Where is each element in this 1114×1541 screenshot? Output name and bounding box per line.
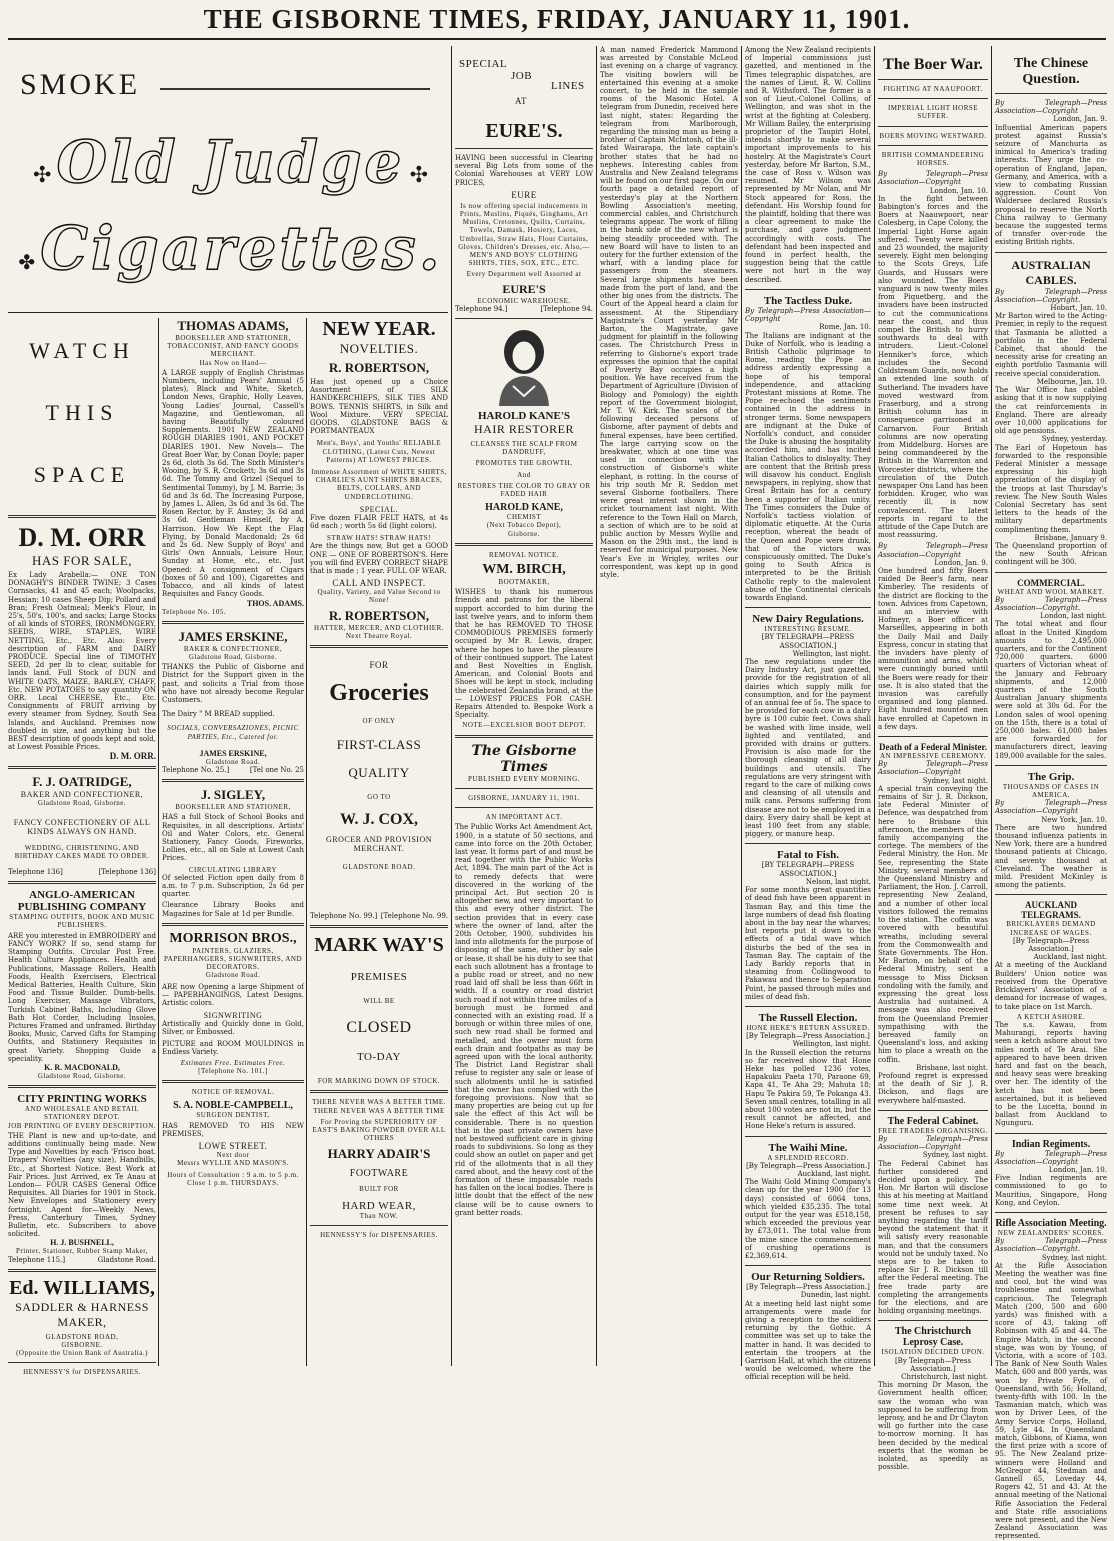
dairy-title: New Dairy Regulations. <box>752 613 864 626</box>
kane-sign: HAROLD KANE, <box>485 502 563 514</box>
indian-by: By Telegraph—Press Association—Copyright <box>995 1149 1107 1166</box>
robertson-spec: SPECIAL. <box>359 504 399 514</box>
birch-body: WISHES to thank his numerous friends and patrons for the liberal support accorded to him during the last twelve years, and to inform them that he has REMOVED TO THOSE COMMODIOUS PREMISES formerly occupied by Mr R. Lewis, draper, where he hopes to have the pleasure of their continued support. The Latest and Best Novelties in English, American, and Colonial Boots and Shoes will be kept in stock, including the celebrated Zealandia brand, at the— LOWEST PRICES FOR CASH. Repairs Attended to. Bespoke Work a Specialty. <box>455 588 593 720</box>
williams-foot: HENNESSY'S for DISPENSARIES. <box>23 1368 141 1377</box>
column-8 <box>995 46 1107 1541</box>
campbell-hours: Hours of Consultation : 9 a.m. to 5 p.m. <box>167 1170 299 1179</box>
eures-header: SPECIAL JOB LINES AT <box>459 58 585 106</box>
boer-title: The Boer War. <box>883 56 983 73</box>
eures-eure: EURE <box>511 189 537 200</box>
morrison-body: ARE now Opening a large Shipment of— PAPERHANGINGS, Latest Designs. Artistic colors. <box>162 982 304 1007</box>
adams-sign: THOS. ADAMS. <box>246 598 304 608</box>
col-rule-1 <box>158 318 159 1366</box>
sigley-clear: Clearance Library Books and Magazines for Sale at 1d per Bundle. <box>162 901 304 918</box>
morrison-sw: SIGNWRITING <box>203 1011 263 1021</box>
markway-closed: CLOSED <box>346 1019 412 1037</box>
russell-title: The Russell Election. <box>758 1011 858 1024</box>
anglo-body: ARE you interested in EMBROIDERY and FANCY WORK? If so, send stamp for Stamping Outfits. Circular Post Free. Health Culture Appliances. Health and Publications, Massage Rollers, Health Foods, Health Exercisers, Electrical Medical Batteries, Health Culture, Skin Food and Tissue Builder. Dumb-bells. Long Exerciser, Massage Vibrators, Turkish Cabinet Baths, Including Glove Bath Hot Corder, Including Insoles, Pictures Framed and unframed. Birthday Books, Music, Carved Gifts for Stamping Outfits, and Stationery Requisites in great Variety. Shopping Guide a speciality. <box>8 931 156 1063</box>
cables-body2: The War Office has cabled asking that it is now supplying the cat reinforcements in England. There are already over 10,000 applications for old age pensions. <box>995 386 1107 436</box>
paper-pub: PUBLISHED EVERY MORNING. <box>468 774 580 783</box>
leprosy-body: This morning Dr Mason, the Government health officer, saw the woman who was supposed to be suffering from leprosy, and he and Dr Clayton will go further into the case to-morrow morning. It has been decided by the medical experts that the woman be isolated, as speedily as possible. <box>878 1381 988 1472</box>
masthead: THE GISBORNE TIMES, FRIDAY, JANUARY 11, 1901. <box>203 4 911 34</box>
soldiers-by: [By Telegraph—Press Association.] <box>746 1283 870 1292</box>
cables-body4: The Queensland proportion of the new South African contingent will be 300. <box>995 541 1107 567</box>
boer-body: In the fight between Babington's forces and the Boers at Naauwpoort, near Colesberg, in Cape Colony, the Imperial Light Horse again suffered. Twenty were killed and 23 wounded, the majority severely. Eight men belonging to the Scots Greys, Life Guards, and Hussars were also wounded. The Boers vanguard is now twenty miles from Piquetberg, and the invaders have been instructed to cut the communications near the coast, and thus compel the British to hurry southwards to deal with intruders. Lieut.-Colonel Henniker's force, which includes the Second Coldstream Guards, now holds an extended line south of Sutherland. The invaders have moved westward from Fraserburg, and a strong British column has in consequence garrisoned at Carnarvon. Four British columns are now operating from Middelburg. Horses are being commandeered by the British in the Warrenton and Worcester districts, where the circulation of the Dutch newspaper Ons Land has been forbidden. Kruger, who was recently ill, is now convalescent. The latest reports in regard to the attitude of the Cape Dutch are most reassuring. <box>878 194 988 540</box>
chinese-title: The Chinese Question. <box>1013 56 1089 87</box>
cables-body3: The Earl of Hopetoun has forwarded to the responsible Federal Minister a message expressing his high appreciation of the display of the troops at last Thursday's review. The New South Wales Colonial Secretary has sent letters to the heads of the military departments complimenting them. <box>995 443 1107 534</box>
cabinet-body: The Federal Cabinet has further considered and decided upon a policy. The Hon. Mr Barton will disclose this at his meeting at Maitland some time next week. At present he refuses to say anything regarding the tariff beyond the statement that it will satisfy every reasonable man, and that the consumers would not be unduly taxed. No steps are to be taken to replace Sir J. R. Dickson till after the Federal meeting. The free trade party are completing the arrangements for the elections, and are holding organising meetings. <box>878 1159 988 1316</box>
boer-dl2: London, Jan. 9. <box>934 558 988 567</box>
cox-title: Groceries <box>329 680 429 707</box>
campbell-notice: NOTICE OF REMOVAL. <box>191 1088 275 1097</box>
campbell-next2: Messrs WYLLIE AND MASON'S. <box>177 1159 289 1168</box>
anglo-sign: K. R. MACDONALD, <box>44 1062 120 1072</box>
auckland-body2: The s.s. Kawau, from Mahurangi, reports having seen a ketch ashore about two miles north of Te Arai. She appeared to have been driven hard and fast on the beach, and heavy seas were breaking over her. The identity of the ketch has not been ascertained, but it is believed to be the Lucetta, bound in ballast from Auckland to Ngunguru. <box>995 1020 1107 1128</box>
rifle-by: By Telegraph—Press Association—Copyright. <box>995 1237 1107 1254</box>
sigley-body: HAS a full Stock of School Books and Requisites, in all descriptions. Artists' Oil and Water Colors, etc. General Stationery, Fancy Goods, Fireworks, Lollies, etc., all on Sale at Lowest Cash Prices. <box>162 813 304 863</box>
paper-date: GISBORNE, JANUARY 11, 1901. <box>468 793 580 802</box>
paper-art: AN IMPORTANT ACT. <box>485 813 563 822</box>
morrison-est: Estimates Free. Estimates Free. <box>180 1059 286 1068</box>
tactless-title: The Tactless Duke. <box>763 294 853 307</box>
chinese-dl: London, Jan. 9. <box>1053 115 1107 124</box>
adair-built: BUILT FOR <box>359 1185 399 1194</box>
death-title: Death of a Federal Minister. <box>879 742 987 753</box>
adams-now: Has Now on Hand— <box>199 358 267 367</box>
adair-name: HARRY ADAIR'S <box>327 1146 431 1162</box>
boer-body2: One hundred and fifty Boers raided De Beer's farm, near Kimberley. The residents of the district are flocking to the town. Advices from Capetown, and an interview with Hofmeyr, a Boer officer at Marseilles, appearing in both the Daily Mail and Daily Express, concur in stating that the invaders have plenty of ammunition and arms, which were cunningly buried until the Boers were ready for their use. It is also stated that the invasion was carefully organised and long planned. Eight hundred mounted men have enrolled at Capetown in a few days. <box>878 566 988 731</box>
soldiers-dl: Dunedin, last night. <box>800 1291 871 1300</box>
watch-this-space <box>8 318 156 510</box>
leprosy-sub: ISOLATION DECIDED UPON. <box>881 1348 985 1357</box>
erskine-socials: SOCIALS, CONVERSAZIONES, PICNIC PARTIES, Etc., Catered for. <box>167 724 299 741</box>
oatridge-name: F. J. OATRIDGE, <box>32 774 132 790</box>
auckland-by: [By Telegraph—Press Association.] <box>1012 936 1090 954</box>
waihi-dl: Auckland, last night. <box>797 1169 871 1178</box>
fatal-body: For some months great quantities of dead fish have been apparent in Tasman Bay, and this time the large numbers of dead fish floating about in the bay near the wharves; but reports put it down to the effects of a tidal wave which disturbs the bed of the sea in Tasman Bay. The captain of the Lady Barkly reports that in steaming from Collingwood to Pakawau and thence to Separation Point, he passed through miles and miles of dead fish. <box>745 886 871 1001</box>
death-body2: Profound regret is expressed at the death of Sir J. R. Dickson, and flags are everywhere half-masted. <box>878 1071 988 1105</box>
campbell-street: LOWE STREET. <box>198 1141 268 1152</box>
russell-by: [By Telegraph—Press Association.] <box>746 1032 870 1041</box>
adair-prove: For Proving the SUPERIORITY OF EAST'S BAKING POWDER OVER ALL OTHERS <box>312 1117 446 1143</box>
sigley-name: J. SIGLEY, <box>200 787 266 803</box>
rifle-sub: NEW ZEALANDERS' SCORES. <box>997 1228 1105 1237</box>
robertson-five: Five dozen FLAIR FELT HATS, at 4s 6d each ; worth 5s 6d (light colors). <box>310 513 448 531</box>
morrison-sw2: Artistically and Quickly done in Gold, Silver, or Embossed. <box>162 1020 304 1037</box>
morrison-pic: PICTURE and ROOM MOULDINGS in Endless Variety. <box>162 1039 304 1056</box>
erskine-name: JAMES ERSKINE, <box>178 628 288 644</box>
auckland-sub: BRICKLAYERS DEMAND INCREASE OF WAGES. <box>1006 920 1096 937</box>
column-6 <box>745 46 872 1382</box>
rifle-title: Rifle Association Meeting. <box>995 1217 1107 1229</box>
oatridge-tel: Telephone 136] [Telephone 136] <box>8 868 156 877</box>
kane-birch-paper <box>455 322 593 1366</box>
cox-addr: GLADSTONE ROAD. <box>342 863 416 872</box>
morrison-addr: Gladstone Road. <box>205 971 261 980</box>
soldiers-title: Our Returning Soldiers. <box>751 1271 865 1284</box>
markway-today: TO-DAY <box>357 1051 401 1064</box>
oatridge-addr: Gladstone Road, Gisborne. <box>37 799 127 808</box>
cabinet-title: The Federal Cabinet. <box>887 1115 979 1127</box>
city-sign: H. J. BUSHNELL, <box>50 1238 114 1248</box>
adams-body: A LARGE supply of English Christmas Numbers, including Pears' Annual (5 plates), Black and White, Sketch, London News, Graphic, Holly Leaves, Young Ladies' Journal, Cassell's Magazine, and Gentlewoman, all having Beautifully coloured Supplements. 1901 NEW ZEALAND ROUGH DIARIES 1901, AND POCKET DIARIES 1901. New Novels— The Great Boer War, by Conan Doyle; paper 2s 6d, cloth 3s 6d. The Sixth Minister's Wooing, by S. R. Crockett; 3s 6d and 3s 6d. The Tommy and Grizel (Sequel to Sentimental Tommy), by J. M. Barrie; 3s 6d and 3s 6d. The Increasing Purpose, by James L. Allen, 3s 6d and 3s 6d. The Rosen Rector, by F. Anstey; 3s 6d and 3s 6d. Gentleman Himself, by A. Harrison. How We Kept the Flag Flying, by Donald Macdonald; 2s 6d and 2s 6d. New Supply of Boys' and Girls' Own Annuals, Leisure Hour, Sunday at Home, etc., etc. Just Opened: A consignment of Cigars (boxes of 50 and 100), Cigarettes and Tobacco, and all kinds of latest Requisites and Fancy Goods. <box>162 368 304 599</box>
kane-l3: RESTORES THE COLOR TO GRAY OR FADED HAIR <box>457 481 591 499</box>
col-rule-7 <box>991 46 992 1366</box>
auckland-body: At a meeting of the Auckland Builders' Union notice was received from the Operative Bricklayers' Association of a demand for increase of wages, to take place on 1st March. <box>995 961 1107 1011</box>
death-sub: AN IMPRESSIVE CEREMONY. <box>879 752 987 761</box>
eures-name: EURE'S. <box>485 120 563 142</box>
williams-opp: (Opposite the Union Bank of Australia.) <box>16 1349 148 1358</box>
sigley-sub: BOOKSELLER AND STATIONER, <box>175 803 291 812</box>
dairy-sub: INTERESTING RESUME. <box>764 625 852 634</box>
tactless-dl: Rome, Jan. 10. <box>819 323 871 332</box>
cables-dl2: Melbourne, Jan. 10. <box>1036 377 1107 386</box>
commercial-sub: WHEAT AND WOOL MARKET. <box>997 587 1105 596</box>
grip-by: By Telegraph—Press Association—Copyright <box>995 799 1107 816</box>
smoke-rule <box>160 88 430 90</box>
eures-ware: ECONOMIC WAREHOUSE. <box>477 296 571 305</box>
tactless-body: The Italians are indignant at the Duke of Norfolk, who is leading a British Catholic pilgrimage to Rome, reading the Pope an address ardently expressing a hope of his temporal independence, and attacking Protestant missions at Rome. The Pope re-echoed the sentiments contained in the address in stronger terms. Some newspapers are indignant at the Duke of Norfolk's conduct, and consider the Duke is abusing the hospitality accorded him, and has incited Italian Catholics to disloyalty. They are content that the British press will disavow his conduct. English newspapers, in replying, show that Great Britain has for a century been a supporter of Italian unity. The Times considers the Duke of Norfolk's tactless violation of diplomatic etiquette. At the Curia reception, whereat the heads of the Queen and Pope were drunk, that of the victors was conspicuously omitted. The Duke's going to South Africa is interpreted to be the British Catholic reply to the malevolent abuse of the Continental clericals towards England. <box>745 331 871 602</box>
commercial-dl: London, last night. <box>1040 612 1107 621</box>
auckland-title: AUCKLAND TELEGRAMS. <box>1021 900 1081 921</box>
boer-by: By Telegraph—Press Association—Copyright <box>878 170 988 187</box>
robertson-sign2: HATTER, MERCER, AND CLOTHIER. Next Theatre Royal. <box>314 623 444 640</box>
williams-sub: SADDLER & HARNESS MAKER, <box>15 1299 149 1329</box>
col-rule-4 <box>596 46 597 1366</box>
campbell-body: HAS REMOVED TO HIS NEW PREMISES, <box>162 1121 304 1139</box>
robertson-call: CALL AND INSPECT. <box>332 578 426 589</box>
eures-dept: Every Department well Assorted at <box>466 270 582 279</box>
cabinet-by: By Telegraph—Press Association—Copyright <box>878 1134 988 1152</box>
erskine-tel: Telephone No. 25.] [Tel one No. 25 <box>162 765 304 774</box>
campbell-name: S. A. NOBLE-CAMPBELL, <box>173 1099 293 1111</box>
tactless-by: By Telegraph—Press Association—Copyright <box>745 306 871 324</box>
cabinet-dl: Sydney, last night. <box>922 1151 988 1160</box>
cables-by: By Telegraph—Press Association—Copyright. <box>995 287 1107 304</box>
kane-and: And <box>517 470 531 479</box>
city-sign2: Printer, Stationer, Rubber Stamp Maker, <box>16 1247 148 1256</box>
rifle-dl: Sydney, last night. <box>1041 1253 1107 1262</box>
robertson-sign: R. ROBERTSON, <box>328 607 430 623</box>
adair-than: Than NOW. <box>359 1211 399 1220</box>
orr-sub: HAS FOR SALE, <box>31 553 133 568</box>
cox-sub: GROCER AND PROVISION MERCHANT. <box>325 835 432 854</box>
column-1 <box>8 318 157 1377</box>
boer-sub2: IMPERIAL LIGHT HORSE SUFFER. <box>887 104 979 121</box>
boer-sub4: BRITISH COMMANDEERING HORSES. <box>881 150 985 168</box>
kane-next: (Next Tobacco Depot), <box>486 521 562 530</box>
campbell-close: Close 1 p.m. THURSDAYS. <box>187 1178 279 1187</box>
watch-word: WATCH <box>29 338 135 363</box>
robertson-straw: STRAW HATS! STRAW HATS! <box>326 534 432 543</box>
column-2 <box>162 318 304 1366</box>
chinese-body: Influential American papers protest against Russia's seizure of Manchuria as inimical to America's trading interests. They urge the co-operation of England, Japan, Germany, and America, with a view to combating Russian aggression. Count Von Waldersee declared Russia's proposal to reserve the North China railway to Germany because the suggested terms of transfer over-rode the existing British rights. <box>995 123 1107 247</box>
birch-sub: BOOTMAKER, <box>498 578 550 587</box>
orr-body: Ex Lady Arabella:— ONE TON DONAGHY'S BINDER TWINE; 3 Cases Cornsacks, 41 and 45 each; Woolpacks, Hessian; 10 cases Sheep Dip; Pollard and Bran; Fresh Oatmeal; Meek's Flour, in 25's, 50's, 100's, and sacks; Large Stocks of all kinds of STORES, IRONMONGERY, SEEDS, WIRE, STAPLES, WIRE NETTING, Etc., Etc. Also: Every description of FARM and DAIRY PRODUCE. Special line of TIMOTHY SEED, 2d per lb to clear, suitable for lands land. Full Stock of DUN and WHITE OATS, MAIZE, BARLEY, CHAFF, Etc. NEW POTATOES to say quantity ON ORR. Local CHEESE, Etc., Etc. Consignments of FRUIT arriving by every steamer from Sydney, South Sea Islands, and Auckland. Premises now doubled in size, and anything but the BEST description of goods kept and sold, at Lowest Possible Prices. <box>8 571 156 752</box>
oatridge-sub: BAKER AND CONFECTIONER, <box>20 790 144 800</box>
cox-go: GO TO <box>367 793 391 802</box>
fatal-by: [BY TELEGRAPH—PRESS ASSOCIATION.] <box>761 861 855 878</box>
robertson-men: Men's, Boys', and Youths' RELIABLE CLOTHING, (Latest Cuts, Newest Patterns) AT LOWEST PRICES. <box>316 439 442 464</box>
cables-body: Mr Barton wired to the Acting-Premier, in reply to the request that Tasmania be allotted a portfolio in the Federal Cabinet, that should the necessity arise for creating an eighth portfolio Tasmania will receive special consideration. <box>995 312 1107 378</box>
auckland-dl: Auckland, last night. <box>1033 953 1107 962</box>
russell-sub: HONE HEKE'S RETURN ASSURED. <box>746 1023 870 1032</box>
chinese-by: By Telegraph—Press Association—Copyright <box>995 99 1107 116</box>
dairy-by: [BY TELEGRAPH—PRESS ASSOCIATION.] <box>761 633 855 650</box>
kane-l1: CLEANSES THE SCALP FROM DANDRUFF, <box>470 440 578 457</box>
orr-sign: D. M. ORR. <box>109 751 156 762</box>
rifle-body: At the Rifle Association Meeting the weather was fine and cool, but the wind was troublesome and somewhat capricious. The Telegraph Match (200, 500 and 600 yards) was finished with a score of 43, taking off Robinson with 45 and 44. The Empire Match, in the second stage, was won by Young, of Victoria, with a score of 103. The Bank of New South Wales Match, 600 and 800 yards, was won by Private Fyfe, of Queensland, with 56; Holland, twenty-fifth with 100. In the Tasmanian match, which was won by Driver Lees, of the Army Service Corps, Holland, 59, Lyle 44. In Queensland match, Gibbons, of Kiama, won the first prize with a score of 95. The New Zealand prize-winners were Holland and McGregor 44, Stedman and Gannell 65, Loveday 44, Rogers 42, 51 and 43. At the annual meeting of the National Rifle Association the Federal and State rifle associations were not present, and the New Zealand Association was represented. <box>995 1261 1107 1541</box>
commercial-by: By Telegraph—Press Association—Copyright. <box>995 595 1107 612</box>
column-7 <box>878 46 988 1472</box>
col-rule-3 <box>451 46 452 1366</box>
fatal-dl: Nelson, last night. <box>805 877 871 886</box>
commercial-body: The total wheat and flour afloat in the United Kingdom amounts to 2,495,000 quarters, and for the Continent 720,000 quarters. 6000 quarters of Victorian wheat of the January and February shipments, and 12,000 quarters of the South Australian January shipments were sold at 30s 6d. For the London sales of wool opening on the 15th, there is a total of 250,000 bales. 61,000 bales are forwarded for manufacturers direct, leaving 189,000 available for the sales. <box>995 620 1107 760</box>
kane-town: Gisborne. <box>508 529 540 538</box>
sigley-lib: CIRCULATING LIBRARY <box>188 865 278 874</box>
erskine-sub: BAKER & CONFECTIONER, <box>183 644 283 653</box>
column-3 <box>310 318 448 1366</box>
dairy-dl: Wellington, last night. <box>792 649 871 658</box>
masthead-rule <box>8 38 1106 40</box>
anglo-name: ANGLO-AMERICAN PUBLISHING COMPANY <box>17 889 147 914</box>
death-dl: Sydney, last night. <box>922 776 988 785</box>
space-word: SPACE <box>33 462 131 487</box>
cox-tel: Telephone No. 99.] [Telephone No. 99. <box>310 911 448 920</box>
death-by: By Telegraph—Press Association—Copyright <box>878 760 988 777</box>
cables-title: AUSTRALIAN CABLES. <box>1011 257 1091 287</box>
kane-l2: PROMOTES THE GROWTH, <box>475 459 573 468</box>
markway-for: FOR MARKING DOWN OF STOCK. <box>317 1077 441 1086</box>
city-job: JOB PRINTING OF EVERY DESCRIPTION. <box>8 1121 157 1130</box>
williams-town: GISBORNE. <box>61 1341 103 1349</box>
col-rule-5 <box>741 46 742 1366</box>
waihi-sub: A SPLENDID RECORD. <box>767 1153 849 1162</box>
robertson-imm: Immense Assortment of WHITE SHIRTS, CHARLIE'S AUNT SHIRTS BRACES, BELTS, COLLARS, AND UNDERCLOTHING. <box>311 468 447 501</box>
grip-body: There are two hundred thousand influenza patients in New York, there are a hundred thousand patients at Chicago, and seventy thousand at Cleveland. The weather is mild. President McKinley is among the patients. <box>995 823 1107 890</box>
cables-dl: Hobart, Jan. 10. <box>1050 304 1107 313</box>
old-judge-brand: ✣ Old Judge ✣ <box>33 128 428 196</box>
cables-dl4: Brisbane, January 9. <box>1034 533 1107 542</box>
morrison-sub: PAINTERS, GLAZIERS, PAPERHANGERS, SIGNWRITERS, AND DECORATORS. <box>163 946 303 972</box>
indian-dl: London, Jan. 10. <box>1048 1165 1107 1174</box>
kane-title: HAIR RESTORER <box>474 422 574 436</box>
markway-name: MARK WAY'S <box>314 933 444 956</box>
cox-for: FOR <box>369 660 389 671</box>
erskine-addr: Gladstone Road, Gisborne. <box>188 652 278 661</box>
birch-notice: REMOVAL NOTICE. <box>488 550 560 559</box>
campbell-next: Next door <box>216 1151 250 1160</box>
col-rule-2 <box>306 318 307 1366</box>
auckland-hawk: A KETCH ASHORE. <box>1016 1012 1086 1021</box>
williams-addr: GLADSTONE ROAD, <box>45 1332 119 1341</box>
erskine-body: THANKS the Public of Gisborne and District for the Support given in the past, and solicits a Trial from those who have not already become Regular Customers. <box>162 663 304 704</box>
anglo-sub: STAMPING OUTFITS, BOOK AND MUSIC PUBLISHERS. <box>9 913 155 930</box>
adams-sub: BOOKSELLER AND STATIONER, TOBACCONIST, AND FANCY GOODS MERCHANT. <box>167 334 299 359</box>
cox-quality: QUALITY <box>348 765 410 781</box>
markway-will: WILL BE <box>363 996 395 1005</box>
waihi-by: [By Telegraph—Press Association.] <box>746 1161 870 1170</box>
adair-hard: HARD WEAR, <box>342 1199 416 1212</box>
soldiers-body: At a meeting held last night some arrangements were made for giving a reception to the soldiers returning by the Gothic. A committee was set up to take the matter in hand. It was decided to entertain the troopers at the Garrison Hall, at which the citizens would be welcomed, where the official reception will be held. <box>745 1299 871 1382</box>
city-tel: Telephone 115.] Gladstone Road. <box>8 1255 156 1264</box>
old-judge-ad <box>8 46 448 306</box>
city-sub: AND WHOLESALE AND RETAIL STATIONERY DEPOT. <box>24 1105 140 1122</box>
williams-name: Ed. WILLIAMS, <box>9 1276 155 1299</box>
birch-name: WM. BIRCH, <box>482 562 566 578</box>
dairy-body: The new regulations under the Dairy Industry Act, just gazetted, provide for the registration of all dairies which supply milk for consumption, and for the payment of an annual fee of 5s. The space to be provided for each cow in a dairy byre is 100 cubic feet. Cows shall be washed with lime inside, well lighted and ventilated, and provided with drains or gutters. Provision is also made for the thorough cleansing of all dairy buildings and utensils. The regulations are very stringent with regard to the care of milking cows and cleansing of all utensils and milk cans. Persons suffering from disease are not to be employed in a dairy. Every dairy shall be kept at least 100 feet from any stable, piggery, or manure heap. <box>745 658 872 839</box>
city-name: CITY PRINTING WORKS <box>17 1093 147 1106</box>
kane-portrait <box>491 326 557 406</box>
robertson-straw2: Are the things now, But get a GOOD ONE — ONE OF ROBERTSON'S. Here you will find EVERY CORRECT SHAPE that is made ; 1 year. FULL OF WEAR. <box>310 542 448 576</box>
adair-foot2: HENNESSY'S for DISPENSARIES. <box>320 1230 438 1239</box>
waihi-title: The Waihi Mine. <box>768 1141 848 1154</box>
cigarettes-heading: ✤ Cigarettes. <box>18 214 443 284</box>
oatridge-line2: WEDDING, CHRISTENING, AND BIRTHDAY CAKES MADE TO ORDER. <box>14 843 150 860</box>
adair-foot: FOOTWARE <box>349 1168 409 1180</box>
eures-name2: EURE'S <box>502 281 546 296</box>
adams-tel: Telephone No. 105. <box>162 607 227 616</box>
boer-by2: By Telegraph—Press Association—Copyright <box>878 542 988 559</box>
ad-bottom-rule <box>8 312 448 313</box>
morrison-tel: [Telephone No. 101.] <box>198 1067 268 1076</box>
indian-body: Five Indian regiments are commissioned to go to Mauritius, Singapore, Hong Kong, and Ceylon. <box>995 1174 1107 1207</box>
boer-sub3: BOERS MOVING WESTWARD. <box>879 131 987 140</box>
oatridge-line1: FANCY CONFECTIONERY OF ALL KINDS ALWAYS ON HAND. <box>13 817 151 836</box>
news2-body: Among the New Zealand recipients of Imperial commissions just gazetted, and mentioned in the Times telegraphic dispatches, are the names of Lieut. R. W. Collins and R. Withsford. The former is a son of Lieut.-Colonel Collins, of Wellington, and was shot in the wrist at the fighting at Colesberg. Mr William Bailey, the enterprising proprietor of the Taupiri Hotel, intends shortly to make several important improvements to his hostelry. At the Magistrate's Court yesterday, before Mr Barton, S.M., the case of Ross v. Wilson was resumed. Mr Wilson was represented by Mr Nolan, and Mr Stock appeared for Ross, the defendant. His Worship found for the plaintiff, holding that there was a clear agreement to make the purchase, and gave judgment accordingly with costs. The defendant had been inspected and found in perfect health, the suggestion being that the cattle were not hurt in the way described. <box>745 46 871 284</box>
waihi-body: The Waihi Gold Mining Company's clean up for the year 1900 (for 13 days) consisted of 6064 tons, which yielded £35,235. The total output for the year was £518,158, which exceeded the previous year by £73,011. The total value from the mine since the commencement of crushing operations is £2,369,614. <box>745 1178 871 1261</box>
robertson-body: Has just opened up a Choice Assortment of SILK HANDKERCHIEFS, SILK TIES AND BOWS. TENNIS SHIRTS, in Silk and Wool Mixture. VERY SPECIAL GOODS. GLADSTONE BAGS & PORTMANTEAUX <box>310 378 448 436</box>
this-word: THIS <box>45 400 119 425</box>
leprosy-dl: Christchurch, last night. <box>901 1373 988 1382</box>
adams-name: THOMAS ADAMS, <box>177 318 289 333</box>
leprosy-title: The Christchurch Leprosy Case. <box>894 1326 972 1349</box>
robertson-name: R. ROBERTSON, <box>328 360 430 375</box>
erskine-sign: JAMES ERSKINE, <box>199 748 267 758</box>
markway-prem: PREMISES <box>350 970 408 983</box>
orr-name: D. M. ORR <box>18 523 146 552</box>
cables-dl3: Sydney, yesterday. <box>1041 435 1107 444</box>
death-body: A special train conveying the remains of Sir J. R. Dickson, late Federal Minister of Defence, was despatched from here to Brisbane this afternoon, the members of the family accompanying the cortege. The members of the Federal Ministry, the Hon. Mr See, representing the State Ministry, several members of the Queensland Ministry and Parliament, the Hon. J. Carroll, representing New Zealand, and a number of other local visitors followed the remains to the station. The coffin was covered with beautiful wreaths, including several from the Commonwealth and State Governments. The Hon. Mr Barton, on behalf of the Federal Ministry, sent a message to Miss Dickson condoling with the family, and expressing the great loss Australia had sustained. A message was also received from the Queensland Premier sympathising with the bereaved family on Queensland's loss, and asking him to place a wreath on the coffin. <box>878 784 988 1064</box>
city-body: THE Plant is new and up-to-date, and additions continually being made. New Type and Novelties by each 'Frisco boat. Drapers' Novelties (any size), Handbills, Etc., at Shortest Notice. Best Work at Fair Prices. Just Arrived, ex Te Anau at London— FOUR CASES General Office Requisites. All Diaries for 1901 in Stock. New Envelopes and Stationery every fortnight. Agent for—Weekly News, Press, Canterbury Times, Sydney Bulletin, etc. Subscribers to above solicited. <box>8 1131 156 1239</box>
fatal-title: Fatal to Fish. <box>776 849 840 862</box>
boer-dl: London, Jan. 10. <box>929 186 988 195</box>
erskine-addr2: Gladstone Road. <box>205 757 261 766</box>
eures-tel: Telephone 94.] [Telephone 94. <box>455 304 593 313</box>
campbell-sub: SURGEON DENTIST, <box>196 1110 270 1119</box>
leprosy-by: [By Telegraph—Press Association.] <box>894 1356 972 1373</box>
paper-name: The Gisborne Times <box>471 742 577 775</box>
anglo-addr: Gladstone Road, Gisborne. <box>37 1071 127 1080</box>
birch-sign: NOTE—EXCELSIOR BOOT DEPOT. <box>462 721 586 730</box>
smoke-heading: SMOKE <box>20 68 141 101</box>
cabinet-sub: FREE TRADERS ORGANISING. <box>878 1126 988 1135</box>
adair-never: THERE NEVER WAS A BETTER TIME. THERE NEVER WAS A BETTER TIME <box>312 1098 446 1115</box>
kane-chem: CHEMIST <box>506 513 542 522</box>
erskine-daily: The Dairy " M BREAD supplied. <box>162 710 275 719</box>
column-5 <box>600 46 738 1366</box>
grip-title: The Grip. <box>1027 770 1075 783</box>
robertson-quality: Quality, Variety, and Value Second to None! <box>317 588 441 605</box>
grip-dl: New York, Jan. 10. <box>1041 815 1107 824</box>
cox-first: FIRST-CLASS <box>336 737 422 753</box>
col-rule-6 <box>874 46 875 1366</box>
indian-title: Indian Regiments. <box>1011 1138 1091 1150</box>
eures-body2: Is now offering special inducements in Prints, Muslins, Piqués, Ginghams, Art Muslins, Cretonnes, Quilts, Curtains, Towels, Damask, Hosiery, Laces, Umbrellas, Straw Hats, Flour Curtains, Gloves, Children's Dresses, etc. Also,— MEN'S AND BOYS' CLOTHING SHIRTS, TIES, SOX, ETC., ETC. <box>458 201 590 268</box>
eures-body: HAVING been successful in Clearing several Big Lots from some of the Colonial Warehouses at VERY LOW PRICES, <box>455 154 593 187</box>
paper-body: The Public Works Act Amendment Act, 1900, is a statute of 50 sections, and came into force on the 20th October, last year. It forms part of and must be read together with the Public Works Act, 1894. The main part of the Act is to remedy defects that were discovered in the working of the principal Act. But section 20 is altogether new, and very important to this and every other district. The section provides that in every case where the owner of land, after the 20th October, 1900, subdivides his land into allotments for the purpose of disposing of the same, either by sale or lease, it shall be his duty to see that each such allotment has a frontage to a public road or street, and no new road laid off shall be less than 66ft in width. If a country or road district such road if not within three miles of a borough must be formed and connected with an existing road. If a borough or within three miles of one, such new road shall be formed and metalled, and the owner must form each drain and footpaths as may be agreed upon with the local authority. The District Land Registrar shall refuse to register any sale or lease of such allotments until he is satisfied that the owner has complied with the foregoing provisions. Now that so many properties are being cut up for sale the effect of this Act will be considerable. There is no question that in the past private owners have not bestowed sufficient care in giving roads to subdivisions. So long as they could show an outlet on paper and get rid of the allotments that is all they cared about, and the heavy cost of the formation of these impassable roads has fallen on the local bodies. There is little doubt that the effect of the new clause will be to cause owners to grant better roads. <box>455 823 593 1217</box>
grip-sub: THOUSANDS OF CASES IN AMERICA. <box>1002 782 1100 800</box>
russell-body: In the Russell election the returns so far received show that Hone Heke has polled 1236 votes, Hapakuku Paeta 170, Paraone 69, Kapa 41, Te Aha 29; Mahuta 18; Hapu Te Pakira 59, Te Pokanga 43. Seven small centres, totalling in all about 100 votes are not in, but the result cannot be affected, and Hone Heke's return is assured. <box>745 1048 871 1131</box>
morrison-name: MORRISON BROS., <box>169 930 297 946</box>
commercial-title: COMMERCIAL. <box>1017 577 1085 588</box>
sigley-lib2: Of selected Fiction open daily from 8 a.m. to 7 p.m. Subscription, 2s 6d per quarter. <box>162 873 304 899</box>
boer-sub: FIGHTING AT NAAUPOORT. <box>883 85 983 93</box>
death-dl2: Brisbane, last night. <box>916 1063 988 1072</box>
robertson-title: NEW YEAR. <box>322 318 436 340</box>
robertson-novel: NOVELTIES. <box>339 341 419 356</box>
kane-name: HAROLD KANE'S <box>478 410 570 422</box>
cox-only: OF ONLY <box>362 717 396 726</box>
russell-dl: Wellington, last night. <box>792 1040 871 1049</box>
cox-name: W. J. COX, <box>339 811 419 829</box>
news1-body: A man named Frederick Mammond was arrested by Constable McLeod last evening on a charge of vagrancy. The visiting bowlers will be entertained this evening at a smoke concert, to be held in the sample rooms of the Masonic Hotel. A telegram from Dunedin, received here last night, states: Regarding the telegram from Marlborough, regarding the missing man as being a brother of Captain McIntosh, of the ill-fated Wairarapa, the late captain's brother states that he had no nephews. Interesting cables from Australia and New Zealand telegrams will be found on our first page. On our fourth page a detailed report of yesterday's play at the Northern Bowling Association's meeting, commercial cables, and Christchurch telegrams appear. The work of filling in the bank side of the new wharf is being steadily proceeded with. The new Board will have to listen to an outery for the further extension of the wharf, with a landing place for passengers from the steamers. Several large shipments have been made from the port of land, and the other big ones from the districts. The Court of the Appeal heard a claim for assessment. At the Stipendiary Magistrate's Court yesterday Mr Barton, the Magistrate, gave judgment for plaintiff in the following cases. The Christchurch Press in referring to Gisborne's export trade expresses the opinion that the capital of Poverty Bay occupies a high position. We have received from the Department of Agriculture (Division of Biology and Pomology) the eighth report of the Government biologist, Mr T. W. Kirk. The scales of the following deceased persons of Gisborne, after payment of debts and funeral expenses, have been certified. The large carrying scow on the breakwater, which at one time was used in connection with the construction of Gisborne's white elephant, is rotting. In the course of his trip south Mr R. Seddon met several Gisborne footballers. There were great interest shown in the cricket tournament last night. With reference to the Town Hall on March, a section of which are to be sold at public auction by Messrs Wyllie and Mason on the 29th inst., the land is reserved for municipal purposes. New Year's Eve in Wrigley, writes our correspondent, was kept up in good style. <box>600 46 738 579</box>
